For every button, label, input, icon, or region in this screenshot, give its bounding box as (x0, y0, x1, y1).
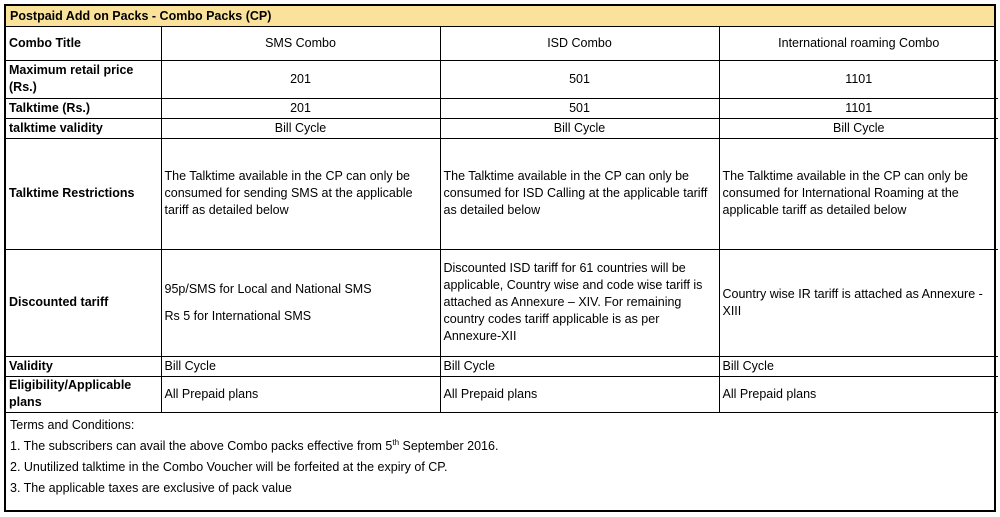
cell-sms-combo: SMS Combo (161, 27, 440, 60)
cell-value: 1101 (719, 60, 998, 98)
cell-value: 501 (440, 98, 719, 118)
table-row-discounted-tariff (6, 249, 998, 356)
terms-item-1 (10, 436, 990, 457)
sheet-title: Postpaid Add on Packs - Combo Packs (CP) (6, 6, 994, 27)
cell-value: 1101 (719, 98, 998, 118)
terms-item-1-text: 1. The subscribers can avail the above Combo packs effective from 5 (10, 438, 393, 453)
cell-value: All Prepaid plans (719, 376, 998, 412)
cell-ir-tariff: Country wise IR tariff is attached as Annexure - XIII (719, 249, 998, 356)
cell-text: The Talktime available in the CP can only be consumed for sending SMS at the applicable tariff as detailed below (161, 138, 440, 249)
spacer (165, 298, 437, 308)
terms-item-1-tail: September 2016. (399, 438, 499, 453)
cell-value: Bill Cycle (440, 356, 719, 376)
table-row-combo-title (6, 27, 998, 60)
cell-value: Bill Cycle (719, 356, 998, 376)
combo-pack-table (6, 27, 998, 413)
cell-value: 201 (161, 98, 440, 118)
table-row-restrictions (6, 138, 998, 249)
table-row-talktime-validity (6, 118, 998, 138)
cell-isd-tariff: Discounted ISD tariff for 61 countries will be applicable, Country wise and code wise tariff is attached as Annexure – XIV. For remaining country codes tariff applicable is as per Annexure-XII (440, 249, 719, 356)
terms-and-conditions (6, 413, 994, 499)
terms-item-3: 3. The applicable taxes are exclusive of pack value (10, 480, 292, 495)
sms-tariff-line-1: 95p/SMS for Local and National SMS (164, 281, 372, 296)
row-label: talktime validity (6, 118, 161, 138)
cell-isd-combo: ISD Combo (440, 27, 719, 60)
cell-value: All Prepaid plans (440, 376, 719, 412)
row-label: Maximum retail price (Rs.) (6, 60, 161, 98)
cell-value: Bill Cycle (161, 118, 440, 138)
row-label: Discounted tariff (6, 249, 161, 356)
row-label: Talktime Restrictions (6, 138, 161, 249)
table-row-mrp (6, 60, 998, 98)
sms-tariff-line-2: Rs 5 for International SMS (164, 308, 312, 323)
cell-value: Bill Cycle (161, 356, 440, 376)
table-row-talktime (6, 98, 998, 118)
cell-value: Bill Cycle (440, 118, 719, 138)
ordinal-suffix: th (392, 437, 400, 447)
cell-ir-combo: International roaming Combo (719, 27, 998, 60)
cell-text: The Talktime available in the CP can only be consumed for ISD Calling at the applicable tariff as detailed below (440, 138, 719, 249)
terms-item-2: 2. Unutilized talktime in the Combo Voucher will be forfeited at the expiry of CP. (10, 459, 448, 474)
row-label: Combo Title (6, 27, 161, 60)
cell-text: The Talktime available in the CP can only be consumed for International Roaming at the applicable tariff as detailed below (719, 138, 998, 249)
row-label: Validity (6, 356, 161, 376)
terms-heading: Terms and Conditions: (10, 417, 135, 432)
table-row-validity (6, 356, 998, 376)
table-row-eligibility (6, 376, 998, 412)
cell-value: Bill Cycle (719, 118, 998, 138)
cell-value: 501 (440, 60, 719, 98)
cell-value: 201 (161, 60, 440, 98)
combo-pack-sheet (4, 4, 996, 512)
row-label: Talktime (Rs.) (6, 98, 161, 118)
cell-value: All Prepaid plans (161, 376, 440, 412)
row-label: Eligibility/Applicable plans (6, 376, 161, 412)
cell-sms-tariff (161, 249, 440, 356)
